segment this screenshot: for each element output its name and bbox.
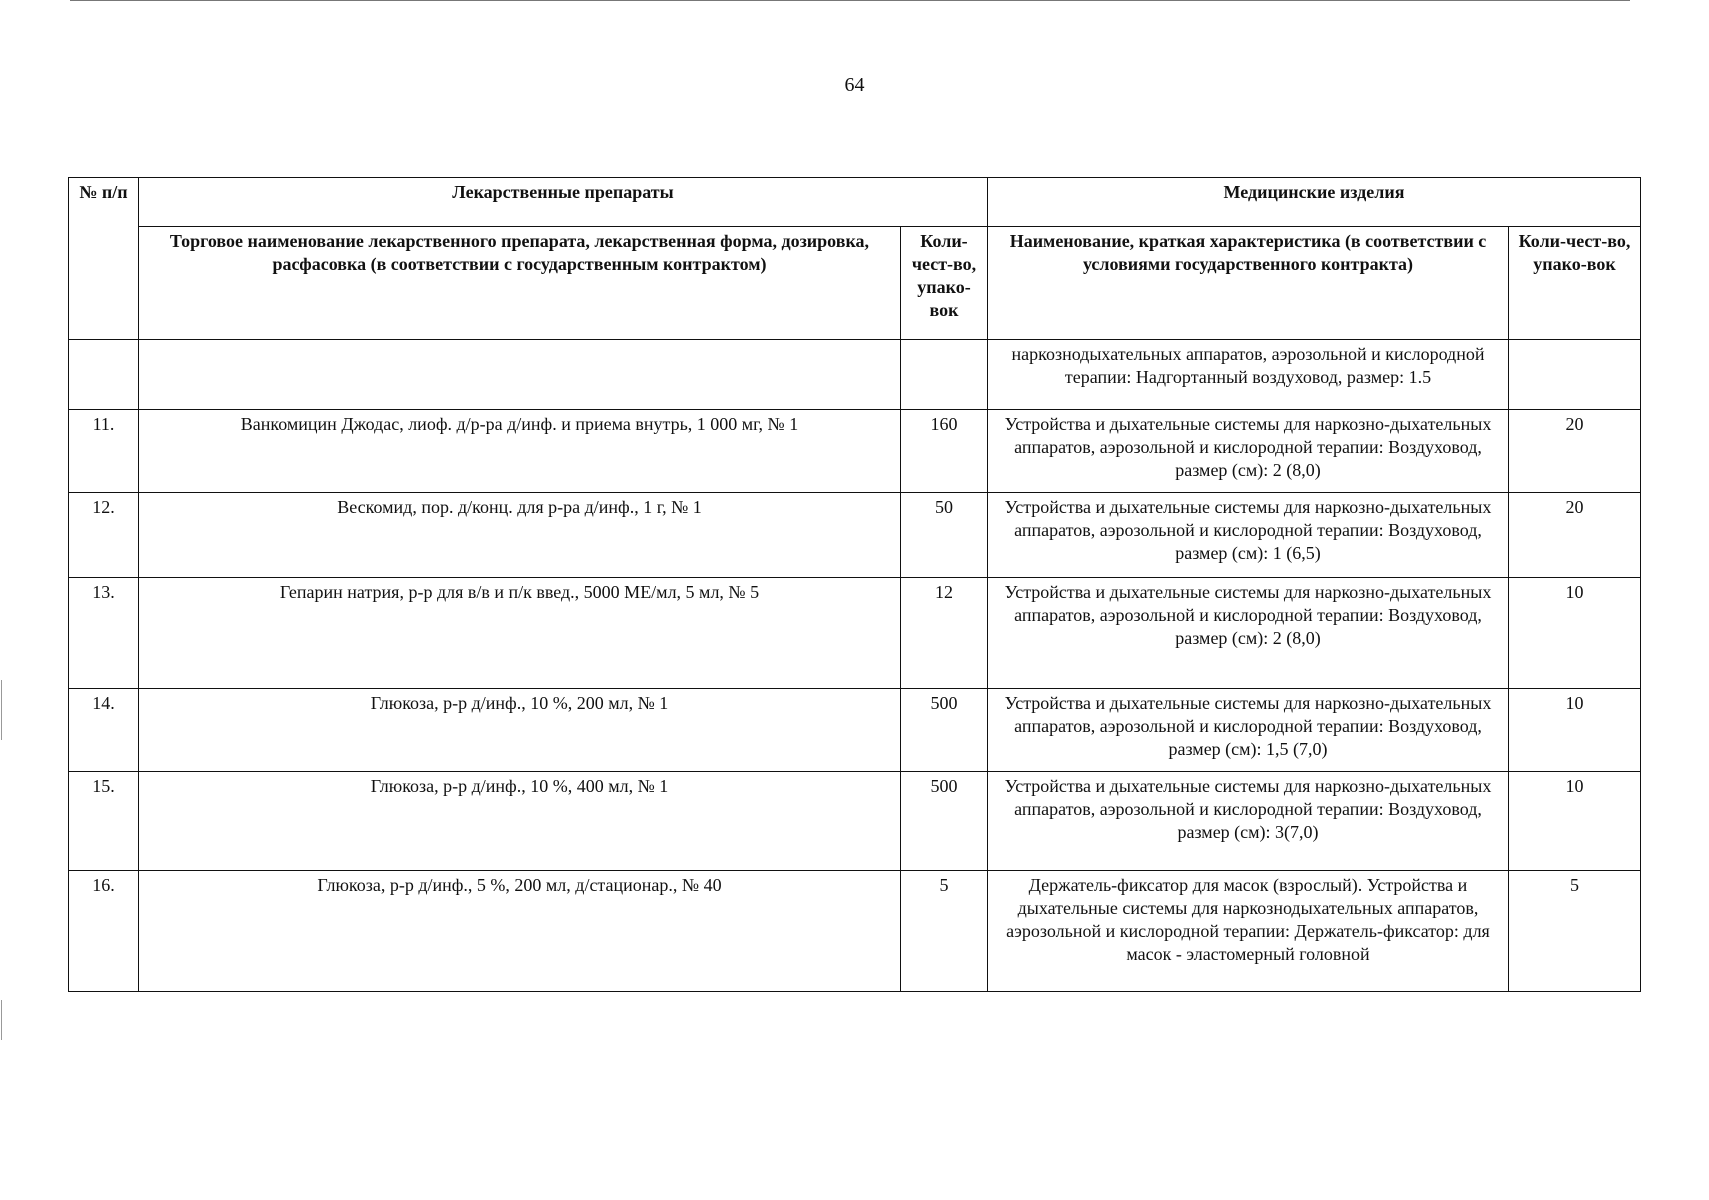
cell-number: 14.	[69, 689, 139, 772]
cell-device-quantity: 5	[1509, 871, 1641, 992]
cell-drug-quantity: 500	[901, 689, 988, 772]
cell-device: Устройства и дыхательные системы для наркозно-дыхательных аппаратов, аэрозольной и кислородной терапии: Воздуховод, размер (см): 2 (8,0)	[988, 578, 1509, 689]
table-row	[69, 772, 1641, 871]
table-row	[69, 871, 1641, 992]
cell-drug-quantity: 50	[901, 493, 988, 578]
header-drug-name: Торговое наименование лекарственного препарата, лекарственная форма, дозировка, расфасовка (в соответствии с государственным контрактом)	[139, 227, 901, 340]
scan-edge-mark	[1, 680, 2, 740]
cell-drug-quantity: 12	[901, 578, 988, 689]
cell-device: Устройства и дыхательные системы для наркозно-дыхательных аппаратов, аэрозольной и кислородной терапии: Воздуховод, размер (см): 3(7,0)	[988, 772, 1509, 871]
cell-number: 13.	[69, 578, 139, 689]
cell-number: 15.	[69, 772, 139, 871]
cell-drug: Глюкоза, р-р д/инф., 10 %, 200 мл, № 1	[139, 689, 901, 772]
table-row	[69, 689, 1641, 772]
scan-edge-mark	[1, 1000, 2, 1040]
header-drug-quantity: Коли-чест-во, упако-вок	[901, 227, 988, 340]
cell-drug-quantity	[901, 340, 988, 410]
header-drugs-group: Лекарственные препараты	[139, 178, 988, 227]
cell-device: Устройства и дыхательные системы для наркозно-дыхательных аппаратов, аэрозольной и кислородной терапии: Воздуховод, размер (см): 2 (8,0)	[988, 410, 1509, 493]
cell-device-quantity: 20	[1509, 493, 1641, 578]
cell-drug: Ванкомицин Джодас, лиоф. д/р-ра д/инф. и приема внутрь, 1 000 мг, № 1	[139, 410, 901, 493]
table-row-continuation	[69, 340, 1641, 410]
cell-drug-quantity: 500	[901, 772, 988, 871]
cell-device-quantity: 10	[1509, 772, 1641, 871]
cell-drug: Глюкоза, р-р д/инф., 5 %, 200 мл, д/стационар., № 40	[139, 871, 901, 992]
header-device-name: Наименование, краткая характеристика (в соответствии с условиями государственного контракта)	[988, 227, 1509, 340]
cell-number: 11.	[69, 410, 139, 493]
cell-drug: Вескомид, пор. д/конц. для р-ра д/инф., 1 г, № 1	[139, 493, 901, 578]
table-row	[69, 493, 1641, 578]
cell-device-quantity: 10	[1509, 578, 1641, 689]
header-device-quantity: Коли-чест-во, упако-вок	[1509, 227, 1641, 340]
cell-device: Устройства и дыхательные системы для наркозно-дыхательных аппаратов, аэрозольной и кислородной терапии: Воздуховод, размер (см): 1,5 (7,0)	[988, 689, 1509, 772]
cell-device: наркознодыхательных аппаратов, аэрозольной и кислородной терапии: Надгортанный воздуховод, размер: 1.5	[988, 340, 1509, 410]
cell-drug-quantity: 5	[901, 871, 988, 992]
table-row	[69, 410, 1641, 493]
cell-number	[69, 340, 139, 410]
cell-number: 12.	[69, 493, 139, 578]
cell-device-quantity: 20	[1509, 410, 1641, 493]
cell-drug-quantity: 160	[901, 410, 988, 493]
cell-drug	[139, 340, 901, 410]
supplies-table	[68, 177, 1641, 992]
page-number: 64	[844, 74, 865, 96]
cell-device: Устройства и дыхательные системы для наркозно-дыхательных аппаратов, аэрозольной и кислородной терапии: Воздуховод, размер (см): 1 (6,5)	[988, 493, 1509, 578]
cell-device: Держатель-фиксатор для масок (взрослый). Устройства и дыхательные системы для наркознодыхательных аппаратов, аэрозольной и кислородной терапии: Держатель-фиксатор: для масок - эластомерный головной	[988, 871, 1509, 992]
header-number-column: № п/п	[69, 178, 139, 340]
cell-device-quantity	[1509, 340, 1641, 410]
cell-drug: Гепарин натрия, р-р для в/в и п/к введ., 5000 МЕ/мл, 5 мл, № 5	[139, 578, 901, 689]
cell-drug: Глюкоза, р-р д/инф., 10 %, 400 мл, № 1	[139, 772, 901, 871]
scan-top-rule	[70, 0, 1630, 1]
cell-device-quantity: 10	[1509, 689, 1641, 772]
header-devices-group: Медицинские изделия	[988, 178, 1641, 227]
cell-number: 16.	[69, 871, 139, 992]
table-row	[69, 578, 1641, 689]
